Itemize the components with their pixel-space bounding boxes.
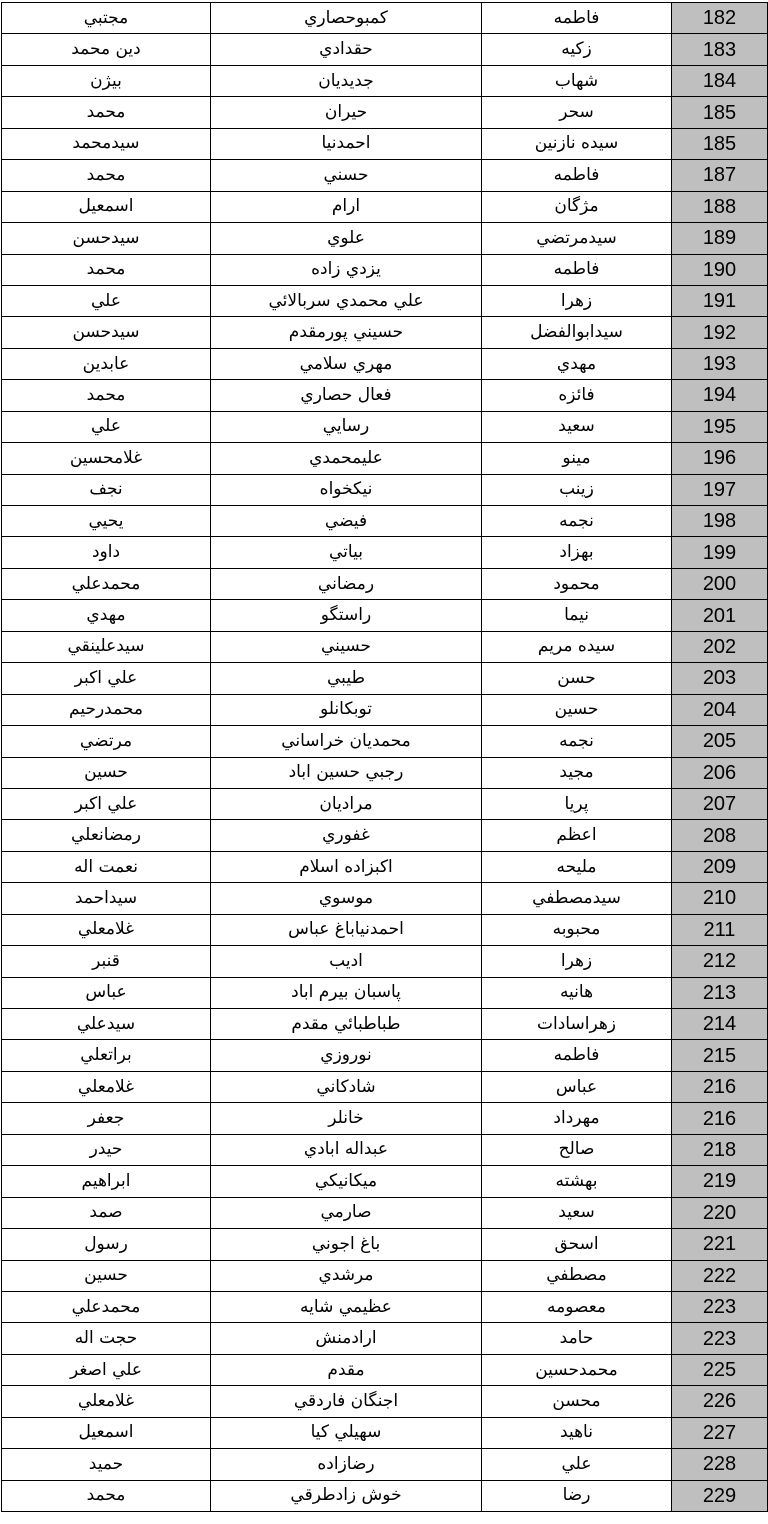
row-number-cell: 196 (672, 443, 768, 474)
father-name-cell: علي (2, 411, 211, 442)
row-number-cell: 190 (672, 254, 768, 285)
first-name-cell: مژگان (482, 191, 672, 222)
father-name-cell: حسين (2, 757, 211, 788)
row-number-cell: 193 (672, 348, 768, 379)
table-row (2, 191, 768, 222)
first-name-cell: علي (482, 1449, 672, 1480)
last-name-cell: غفوري (211, 820, 482, 851)
table-row (2, 1229, 768, 1260)
last-name-cell: ميكانيكي (211, 1166, 482, 1197)
father-name-cell: حسين (2, 1260, 211, 1291)
father-name-cell: محمدعلي (2, 568, 211, 599)
table-row (2, 3, 768, 34)
father-name-cell: سيدحسن (2, 317, 211, 348)
first-name-cell: صالح (482, 1134, 672, 1165)
first-name-cell: مينو (482, 443, 672, 474)
table-row (2, 1166, 768, 1197)
row-number-cell: 201 (672, 600, 768, 631)
father-name-cell: يحيي (2, 506, 211, 537)
first-name-cell: پريا (482, 788, 672, 819)
father-name-cell: دين محمد (2, 34, 211, 65)
row-number-cell: 213 (672, 977, 768, 1008)
table-row (2, 223, 768, 254)
first-name-cell: فائزه (482, 380, 672, 411)
father-name-cell: حجت اله (2, 1323, 211, 1354)
table-row (2, 317, 768, 348)
last-name-cell: ارام (211, 191, 482, 222)
first-name-cell: اعظم (482, 820, 672, 851)
last-name-cell: فعال حصاري (211, 380, 482, 411)
row-number-cell: 194 (672, 380, 768, 411)
row-number-cell: 219 (672, 1166, 768, 1197)
row-number-cell: 200 (672, 568, 768, 599)
last-name-cell: رضازاده (211, 1449, 482, 1480)
first-name-cell: شهاب (482, 65, 672, 96)
first-name-cell: سيدمصطفي (482, 883, 672, 914)
first-name-cell: نيما (482, 600, 672, 631)
last-name-cell: كمبوحصاري (211, 3, 482, 34)
first-name-cell: معصومه (482, 1291, 672, 1322)
last-name-cell: علوي (211, 223, 482, 254)
row-number-cell: 210 (672, 883, 768, 914)
father-name-cell: مجتبي (2, 3, 211, 34)
row-number-cell: 227 (672, 1417, 768, 1448)
row-number-cell: 185 (672, 128, 768, 159)
row-number-cell: 215 (672, 1040, 768, 1071)
last-name-cell: پاسبان بيرم اباد (211, 977, 482, 1008)
table-row (2, 380, 768, 411)
row-number-cell: 188 (672, 191, 768, 222)
father-name-cell: محمدرحيم (2, 694, 211, 725)
row-number-cell: 226 (672, 1386, 768, 1417)
table-row (2, 65, 768, 96)
first-name-cell: محمود (482, 568, 672, 599)
table-row (2, 663, 768, 694)
last-name-cell: حقدادي (211, 34, 482, 65)
father-name-cell: مهدي (2, 600, 211, 631)
first-name-cell: زكيه (482, 34, 672, 65)
last-name-cell: محمديان خراساني (211, 726, 482, 757)
father-name-cell: علي اكبر (2, 788, 211, 819)
table-row (2, 97, 768, 128)
first-name-cell: ناهيد (482, 1417, 672, 1448)
father-name-cell: نعمت اله (2, 851, 211, 882)
first-name-cell: بهشته (482, 1166, 672, 1197)
last-name-cell: فيضي (211, 506, 482, 537)
table-row (2, 1009, 768, 1040)
table-row (2, 411, 768, 442)
row-number-cell: 214 (672, 1009, 768, 1040)
father-name-cell: اسمعيل (2, 191, 211, 222)
last-name-cell: حسيني پورمقدم (211, 317, 482, 348)
last-name-cell: حيران (211, 97, 482, 128)
last-name-cell: علي محمدي سربالائي (211, 285, 482, 316)
row-number-cell: 195 (672, 411, 768, 442)
last-name-cell: يزدي زاده (211, 254, 482, 285)
row-number-cell: 216 (672, 1071, 768, 1102)
table-row (2, 568, 768, 599)
first-name-cell: مليحه (482, 851, 672, 882)
row-number-cell: 204 (672, 694, 768, 725)
last-name-cell: حسني (211, 160, 482, 191)
row-number-cell: 208 (672, 820, 768, 851)
table-row (2, 1134, 768, 1165)
first-name-cell: نجمه (482, 506, 672, 537)
row-number-cell: 202 (672, 631, 768, 662)
last-name-cell: مرشدي (211, 1260, 482, 1291)
father-name-cell: محمد (2, 1480, 211, 1511)
name-table (1, 2, 768, 1512)
father-name-cell: علي اكبر (2, 663, 211, 694)
table-row (2, 1480, 768, 1511)
father-name-cell: سيداحمد (2, 883, 211, 914)
first-name-cell: سيدابوالفضل (482, 317, 672, 348)
table-row (2, 788, 768, 819)
row-number-cell: 220 (672, 1197, 768, 1228)
table-row (2, 348, 768, 379)
first-name-cell: سعيد (482, 411, 672, 442)
first-name-cell: عباس (482, 1071, 672, 1102)
table-row (2, 1197, 768, 1228)
first-name-cell: فاطمه (482, 160, 672, 191)
table-row (2, 1103, 768, 1134)
first-name-cell: فاطمه (482, 3, 672, 34)
first-name-cell: محمدحسين (482, 1354, 672, 1385)
first-name-cell: حسن (482, 663, 672, 694)
table-row (2, 757, 768, 788)
last-name-cell: عبداله ابادي (211, 1134, 482, 1165)
table-row (2, 1071, 768, 1102)
table-row (2, 851, 768, 882)
row-number-cell: 197 (672, 474, 768, 505)
last-name-cell: سهيلي كيا (211, 1417, 482, 1448)
father-name-cell: اسمعيل (2, 1417, 211, 1448)
father-name-cell: علي (2, 285, 211, 316)
father-name-cell: رمضانعلي (2, 820, 211, 851)
first-name-cell: سيده نازنين (482, 128, 672, 159)
table-row (2, 1386, 768, 1417)
row-number-cell: 192 (672, 317, 768, 348)
row-number-cell: 184 (672, 65, 768, 96)
row-number-cell: 223 (672, 1291, 768, 1322)
first-name-cell: مهدي (482, 348, 672, 379)
table-row (2, 474, 768, 505)
first-name-cell: زينب (482, 474, 672, 505)
father-name-cell: عابدين (2, 348, 211, 379)
table-row (2, 254, 768, 285)
father-name-cell: سيدحسن (2, 223, 211, 254)
father-name-cell: بيژن (2, 65, 211, 96)
father-name-cell: سيدعلي (2, 1009, 211, 1040)
father-name-cell: قنبر (2, 946, 211, 977)
father-name-cell: ابراهيم (2, 1166, 211, 1197)
father-name-cell: محمد (2, 97, 211, 128)
row-number-cell: 206 (672, 757, 768, 788)
table-row (2, 1449, 768, 1480)
row-number-cell: 203 (672, 663, 768, 694)
father-name-cell: محمد (2, 160, 211, 191)
father-name-cell: رسول (2, 1229, 211, 1260)
last-name-cell: موسوي (211, 883, 482, 914)
first-name-cell: محبوبه (482, 914, 672, 945)
last-name-cell: احمدنيا (211, 128, 482, 159)
last-name-cell: ارادمنش (211, 1323, 482, 1354)
first-name-cell: فاطمه (482, 254, 672, 285)
table-row (2, 600, 768, 631)
row-number-cell: 212 (672, 946, 768, 977)
father-name-cell: جعفر (2, 1103, 211, 1134)
row-number-cell: 191 (672, 285, 768, 316)
father-name-cell: محمد (2, 380, 211, 411)
first-name-cell: سيدمرتضي (482, 223, 672, 254)
row-number-cell: 222 (672, 1260, 768, 1291)
last-name-cell: مقدم (211, 1354, 482, 1385)
first-name-cell: بهزاد (482, 537, 672, 568)
table-row (2, 1417, 768, 1448)
father-name-cell: غلامحسين (2, 443, 211, 474)
row-number-cell: 207 (672, 788, 768, 819)
table-row (2, 1260, 768, 1291)
father-name-cell: داود (2, 537, 211, 568)
last-name-cell: طباطبائي مقدم (211, 1009, 482, 1040)
father-name-cell: صمد (2, 1197, 211, 1228)
row-number-cell: 182 (672, 3, 768, 34)
last-name-cell: خانلر (211, 1103, 482, 1134)
row-number-cell: 187 (672, 160, 768, 191)
last-name-cell: صارمي (211, 1197, 482, 1228)
father-name-cell: محمدعلي (2, 1291, 211, 1322)
row-number-cell: 185 (672, 97, 768, 128)
last-name-cell: نيكخواه (211, 474, 482, 505)
table-row (2, 34, 768, 65)
last-name-cell: رسايي (211, 411, 482, 442)
first-name-cell: مصطفي (482, 1260, 672, 1291)
name-table-body (2, 3, 768, 1512)
first-name-cell: سيده مريم (482, 631, 672, 662)
table-row (2, 1354, 768, 1385)
last-name-cell: طيبي (211, 663, 482, 694)
father-name-cell: محمد (2, 254, 211, 285)
last-name-cell: رمضاني (211, 568, 482, 599)
first-name-cell: زهرا (482, 946, 672, 977)
row-number-cell: 198 (672, 506, 768, 537)
last-name-cell: عظيمي شايه (211, 1291, 482, 1322)
first-name-cell: حسين (482, 694, 672, 725)
first-name-cell: حامد (482, 1323, 672, 1354)
last-name-cell: باغ اجوني (211, 1229, 482, 1260)
father-name-cell: سيدعلينقي (2, 631, 211, 662)
table-row (2, 820, 768, 851)
row-number-cell: 205 (672, 726, 768, 757)
first-name-cell: رضا (482, 1480, 672, 1511)
row-number-cell: 183 (672, 34, 768, 65)
father-name-cell: حيدر (2, 1134, 211, 1165)
first-name-cell: مهرداد (482, 1103, 672, 1134)
row-number-cell: 211 (672, 914, 768, 945)
last-name-cell: اجنگان فاردقي (211, 1386, 482, 1417)
last-name-cell: احمدنياباغ عباس (211, 914, 482, 945)
row-number-cell: 216 (672, 1103, 768, 1134)
last-name-cell: مراديان (211, 788, 482, 819)
father-name-cell: غلامعلي (2, 1386, 211, 1417)
last-name-cell: مهري سلامي (211, 348, 482, 379)
first-name-cell: مجيد (482, 757, 672, 788)
last-name-cell: اديب (211, 946, 482, 977)
table-row (2, 443, 768, 474)
row-number-cell: 228 (672, 1449, 768, 1480)
father-name-cell: مرتضي (2, 726, 211, 757)
table-row (2, 977, 768, 1008)
table-row (2, 946, 768, 977)
first-name-cell: نجمه (482, 726, 672, 757)
last-name-cell: نوروزي (211, 1040, 482, 1071)
father-name-cell: براتعلي (2, 1040, 211, 1071)
father-name-cell: حميد (2, 1449, 211, 1480)
last-name-cell: رجبي حسين اباد (211, 757, 482, 788)
father-name-cell: عباس (2, 977, 211, 1008)
first-name-cell: اسحق (482, 1229, 672, 1260)
first-name-cell: سعيد (482, 1197, 672, 1228)
last-name-cell: اكبزاده اسلام (211, 851, 482, 882)
table-row (2, 631, 768, 662)
first-name-cell: هانيه (482, 977, 672, 1008)
father-name-cell: غلامعلي (2, 1071, 211, 1102)
father-name-cell: سيدمحمد (2, 128, 211, 159)
row-number-cell: 225 (672, 1354, 768, 1385)
row-number-cell: 209 (672, 851, 768, 882)
table-row (2, 914, 768, 945)
first-name-cell: سحر (482, 97, 672, 128)
table-row (2, 537, 768, 568)
table-row (2, 1323, 768, 1354)
row-number-cell: 229 (672, 1480, 768, 1511)
table-row (2, 285, 768, 316)
table-row (2, 1040, 768, 1071)
last-name-cell: حسيني (211, 631, 482, 662)
row-number-cell: 223 (672, 1323, 768, 1354)
father-name-cell: علي اصغر (2, 1354, 211, 1385)
father-name-cell: غلامعلي (2, 914, 211, 945)
first-name-cell: زهرا (482, 285, 672, 316)
table-row (2, 1291, 768, 1322)
first-name-cell: فاطمه (482, 1040, 672, 1071)
table-row (2, 160, 768, 191)
row-number-cell: 218 (672, 1134, 768, 1165)
row-number-cell: 199 (672, 537, 768, 568)
last-name-cell: بياتي (211, 537, 482, 568)
last-name-cell: راستگو (211, 600, 482, 631)
last-name-cell: توبكانلو (211, 694, 482, 725)
first-name-cell: زهراسادات (482, 1009, 672, 1040)
last-name-cell: جديديان (211, 65, 482, 96)
row-number-cell: 189 (672, 223, 768, 254)
table-row (2, 883, 768, 914)
last-name-cell: شادكاني (211, 1071, 482, 1102)
table-row (2, 128, 768, 159)
father-name-cell: نجف (2, 474, 211, 505)
last-name-cell: عليمحمدي (211, 443, 482, 474)
first-name-cell: محسن (482, 1386, 672, 1417)
table-row (2, 726, 768, 757)
table-row (2, 694, 768, 725)
row-number-cell: 221 (672, 1229, 768, 1260)
last-name-cell: خوش زادطرقي (211, 1480, 482, 1511)
table-row (2, 506, 768, 537)
